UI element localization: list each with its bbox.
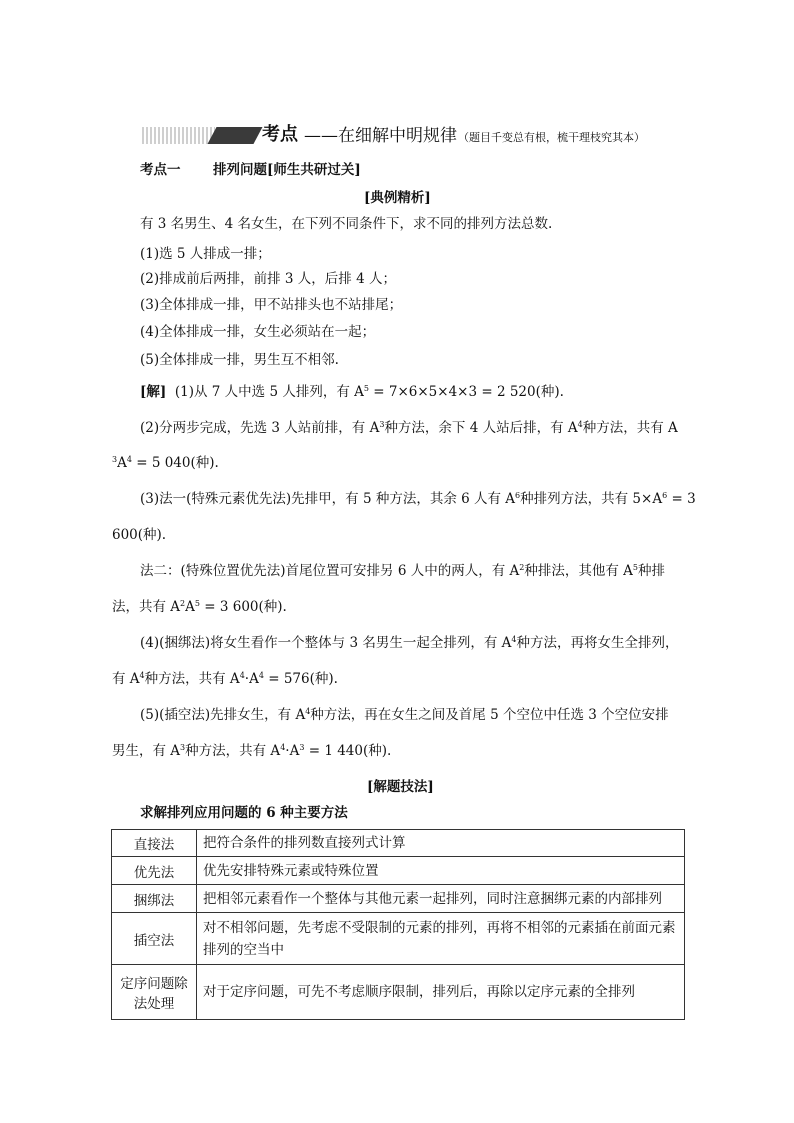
solution-line-4: (4)(捆绑法)将女生看作一个整体与 3 名男生一起全排列，有 $A^4$种方法，再将女生全排列， [140, 635, 679, 651]
problem-item: (3)全体排成一排，甲不站排头也不站排尾； [140, 297, 403, 313]
problem-item: (2)排成前后两排，前排 3 人，后排 4 人； [140, 271, 396, 287]
method-desc: 优先安排特殊元素或特殊位置 [197, 857, 685, 885]
table-row [112, 913, 685, 965]
method-name: 定序问题除法处理 [112, 965, 197, 1020]
solution-line-5-cont: 男生，有 $A^3$种方法，共有 $A^4\cdot A^3 = 1$ 440(种). [112, 743, 392, 759]
solution-line-3b: 法二：(特殊位置优先法)首尾位置可安排另 6 人中的两人，有 $A^2$种排法，其他有 $A^5$种排 [140, 563, 665, 579]
table-title: 求解排列应用问题的 6 种主要方法 [140, 805, 348, 821]
solution-line-3: (3)法一(特殊元素优先法)先排甲，有 5 种方法，其余 6 人有 $A^6$种排列方法，共有 $5\times A^6 = 3$ [140, 491, 696, 507]
solution-line-3-cont: 600(种). [112, 527, 167, 543]
section-title: 排列问题[师生共研过关] [213, 162, 361, 178]
banner-title: 考点 [262, 124, 298, 145]
banner-subtitle: ——在细解中明规律 [304, 126, 457, 146]
problem-item: (5)全体排成一排，男生互不相邻. [140, 352, 339, 368]
banner-stripe-decoration [142, 127, 215, 144]
section-label: 考点一 [140, 162, 181, 178]
table-row [112, 830, 685, 857]
method-desc: 把相邻元素看作一个整体与其他元素一起排列，同时注意捆绑元素的内部排列 [197, 885, 685, 913]
method-name: 插空法 [112, 913, 197, 965]
method-name: 捆绑法 [112, 885, 197, 913]
method-name: 直接法 [112, 830, 197, 857]
example-tag: [典例精析] [364, 190, 431, 206]
solution-tag: [解] [140, 384, 167, 400]
solution-line-1: [解] (1)从 7 人中选 5 人排列，有 $A^5 = 7\times 6\times 5\times 4\times 3 = 2$ 520(种). [140, 384, 564, 400]
solution-line-2-cont: $^3A^4 = 5$ 040(种). [112, 455, 219, 471]
methods-table [111, 829, 685, 1020]
problem-stem: 有 3 名男生、4 名女生，在下列不同条件下，求不同的排列方法总数. [140, 216, 553, 232]
solution-line-4-cont: 有 $A^4$种方法，共有 $A^4\cdot A^4 = 576$(种). [112, 671, 338, 687]
table-row [112, 857, 685, 885]
method-desc: 对不相邻问题，先考虑不受限制的元素的排列，再将不相邻的元素插在前面元素排列的空当中 [197, 913, 685, 965]
solution-line-5: (5)(插空法)先排女生，有 $A^4$种方法，再在女生之间及首尾 5 个空位中任选 3 个空位安排 [140, 707, 669, 723]
problem-item: (1)选 5 人排成一排； [140, 246, 271, 262]
tips-tag: [解题技法] [367, 779, 434, 795]
banner-slash-decoration [207, 127, 262, 144]
solution-line-2: (2)分两步完成，先选 3 人站前排，有 $A^3$种方法，余下 4 人站后排，有 $A^4$种方法，共有 A [140, 420, 678, 436]
table-row [112, 885, 685, 913]
solution-line-3b-cont: 法，共有 $A^2A^5 = 3$ 600(种). [112, 599, 287, 615]
problem-item: (4)全体排成一排，女生必须站在一起； [140, 324, 376, 340]
method-name: 优先法 [112, 857, 197, 885]
method-desc: 对于定序问题，可先不考虑顺序限制，排列后，再除以定序元素的全排列 [197, 965, 685, 1020]
table-row [112, 965, 685, 1020]
method-desc: 把符合条件的排列数直接列式计算 [197, 830, 685, 857]
banner-note: （题目千变总有根，梳干理枝究其本） [458, 131, 645, 144]
